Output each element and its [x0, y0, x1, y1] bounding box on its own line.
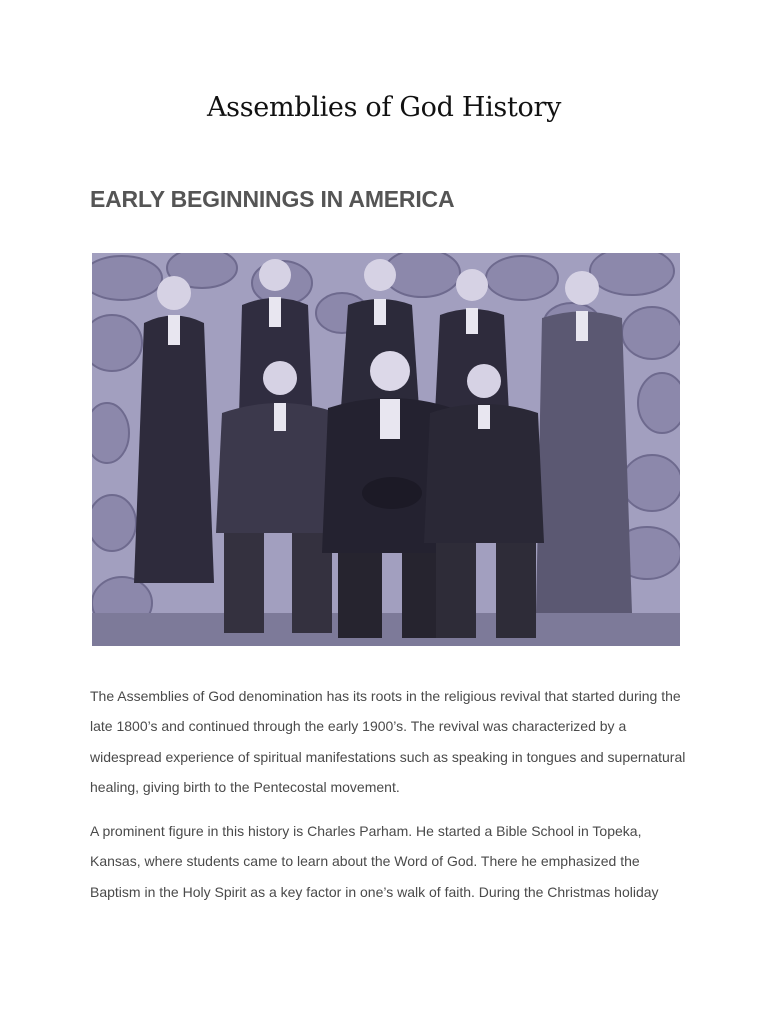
- body-paragraph-1: The Assemblies of God denomination has its roots in the religious revival that started during the late 1800’s and continued through the early 1900’s. The revival was characterized by a widespread experience of spiritual manifestations such as speaking in tongues and supernatural healing, giving birth to the Pentecostal movement.: [90, 688, 686, 795]
- section-heading: EARLY BEGINNINGS IN AMERICA: [90, 186, 455, 212]
- body-paragraph-2: A prominent figure in this history is Charles Parham. He started a Bible School in Topeka, Kansas, where students came to learn about the Word of God. There he emphasized the Baptism in the Holy Spirit as a key factor in one’s walk of faith. During the Christmas holiday: [90, 823, 659, 900]
- group-photo-illustration: [92, 253, 680, 646]
- page-title: Assemblies of God History: [206, 92, 562, 123]
- historical-group-photo: [92, 253, 680, 646]
